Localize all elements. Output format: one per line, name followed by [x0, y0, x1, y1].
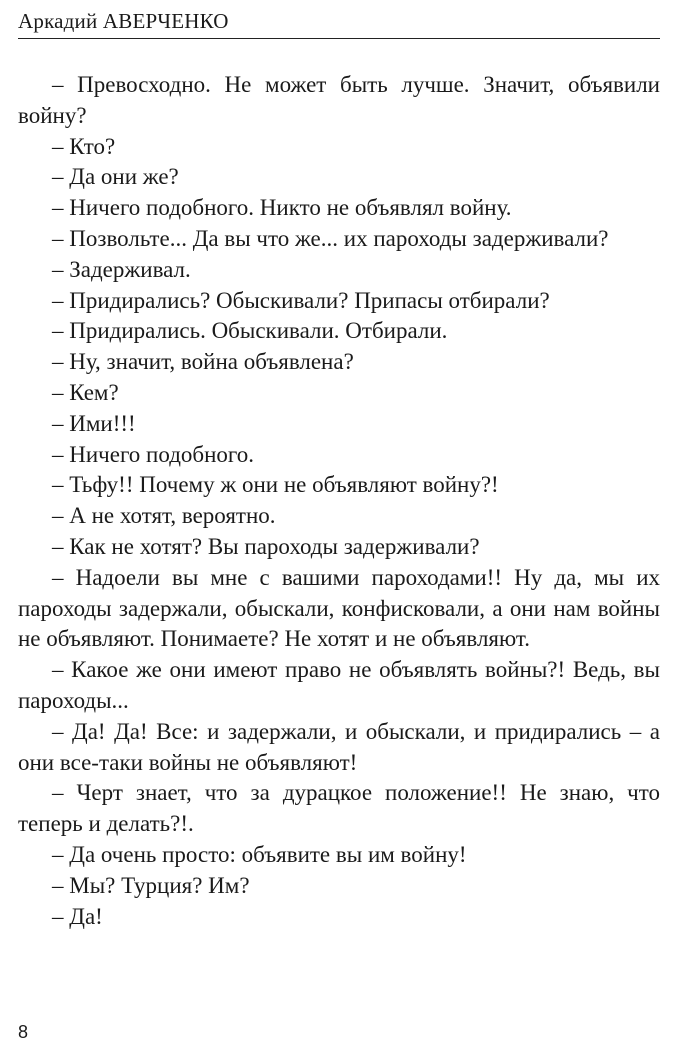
paragraph: – Да! Да! Все: и задержали, и обыскали, и придирались – а они все-таки войны не объявляют!: [18, 718, 660, 775]
paragraph: – Надоели вы мне с вашими пароходами!! Ну да, мы их пароходы задержали, обыскали, конфисковали, а они нам войны не объявляют. Понимаете? Не хотят и не объявляют.: [18, 564, 660, 652]
paragraph: – Да они же?: [52, 164, 179, 190]
paragraph: – Позвольте... Да вы что же... их пароходы задерживали?: [52, 225, 609, 251]
page-number: 8: [18, 1022, 29, 1042]
running-head: Аркадий АВЕРЧЕНКО: [18, 9, 229, 33]
paragraph: – Как не хотят? Вы пароходы задерживали?: [52, 533, 480, 559]
paragraph: – Задерживал.: [52, 256, 191, 282]
dialogue-text: [18, 70, 660, 932]
paragraph: – Ими!!!: [52, 410, 136, 436]
paragraph: – А не хотят, вероятно.: [52, 503, 276, 529]
paragraph: – Черт знает, что за дурацкое положение!! Не знаю, что теперь и делать?!.: [18, 780, 660, 837]
paragraph: – Превосходно. Не может быть лучше. Значит, объявили войну?: [18, 72, 660, 128]
paragraph: – Кем?: [52, 379, 119, 405]
paragraph: – Кто?: [52, 133, 116, 159]
header-rule: [18, 38, 660, 39]
paragraph: – Ничего подобного. Никто не объявлял войну.: [52, 195, 512, 221]
paragraph: – Придирались. Обыскивали. Отбирали.: [52, 318, 448, 344]
paragraph: – Да!: [52, 903, 103, 929]
paragraph: – Тьфу!! Почему ж они не объявляют войну?!: [52, 472, 499, 498]
paragraph: – Ничего подобного.: [52, 441, 255, 467]
paragraph: – Придирались? Обыскивали? Припасы отбирали?: [52, 287, 550, 313]
paragraph: – Ну, значит, война объявлена?: [52, 349, 354, 375]
paragraph: – Мы? Турция? Им?: [52, 872, 250, 898]
paragraph: – Какое же они имеют право не объявлять войны?! Ведь, вы пароходы...: [18, 657, 660, 713]
paragraph: – Да очень просто: объявите вы им войну!: [52, 841, 467, 867]
